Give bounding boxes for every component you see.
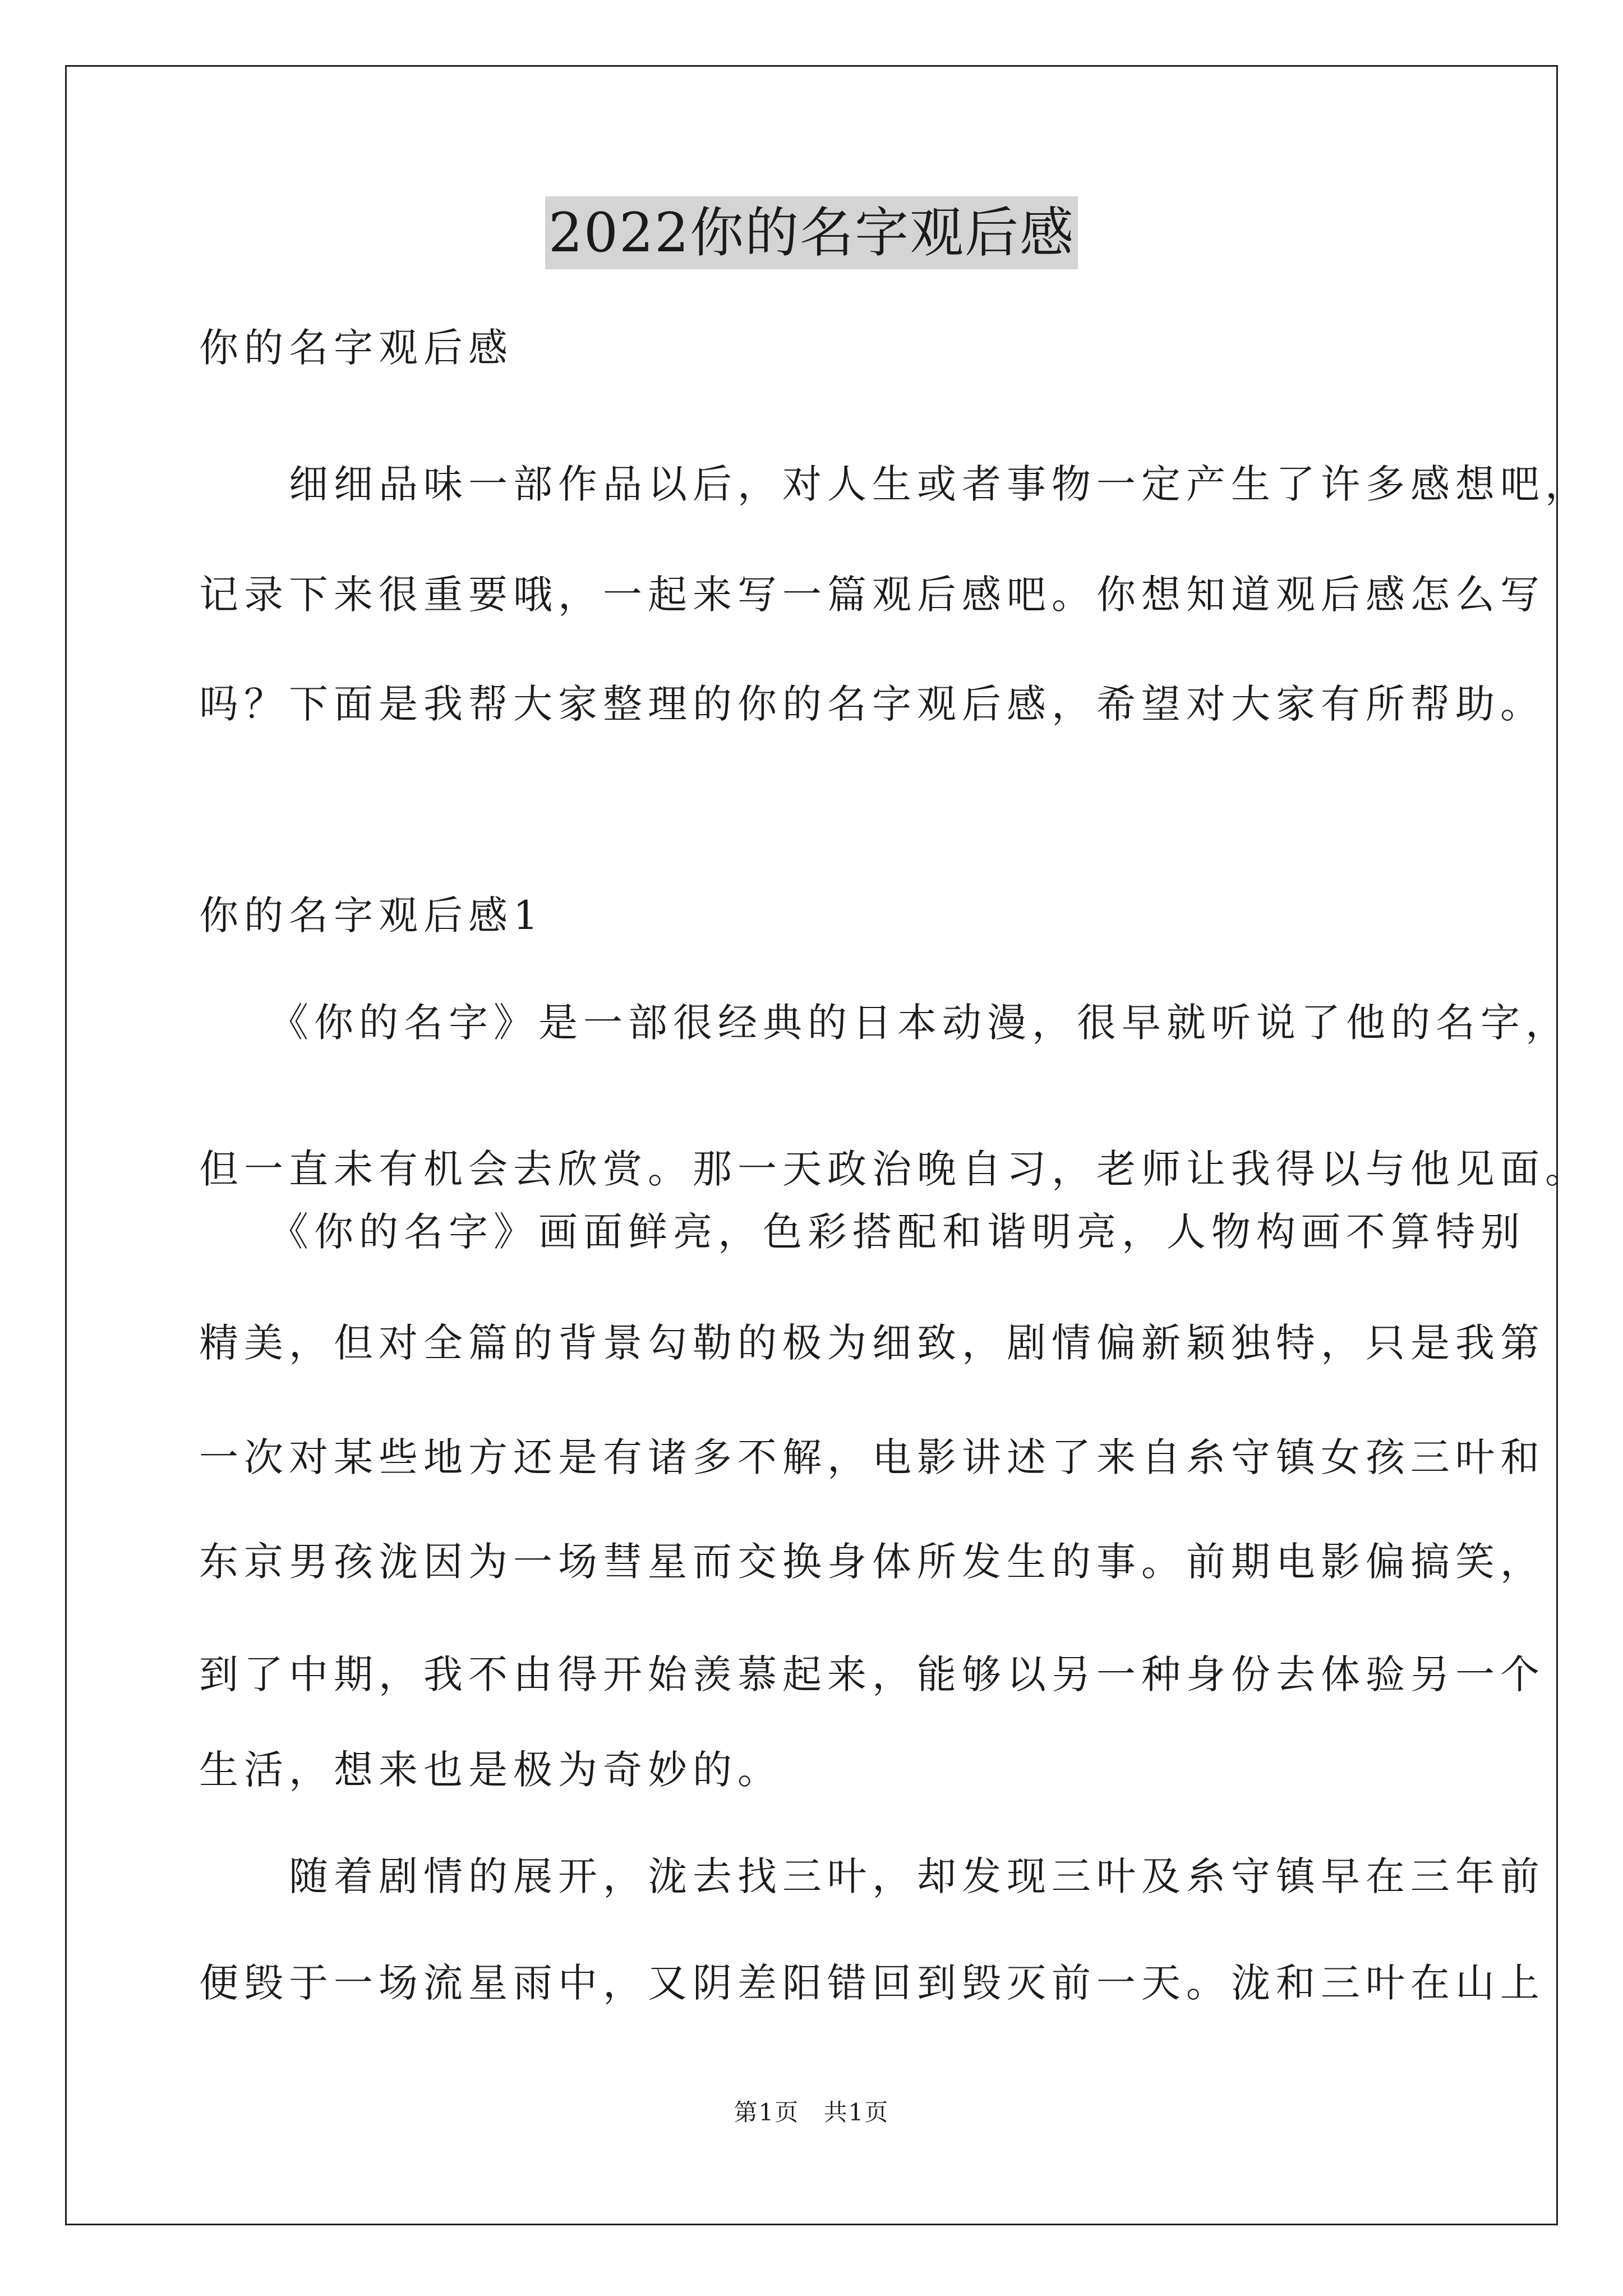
page-number: 第1页 <box>734 2099 800 2126</box>
paragraph-line: 《你的名字》是一部很经典的日本动漫，很早就听说了他的名字， <box>199 1000 1570 1046</box>
paragraph-line: 东京男孩泷因为一场彗星而交换身体所发生的事。前期电影偏搞笑， <box>199 1539 1545 1585</box>
page-footer <box>0 2096 1623 2129</box>
paragraph-line: 便毁于一场流星雨中，又阴差阳错回到毁灭前一天。泷和三叶在山上 <box>199 1960 1545 2006</box>
paragraph-line: 《你的名字》画面鲜亮，色彩搭配和谐明亮，人物构画不算特别 <box>199 1209 1525 1255</box>
page-total: 共1页 <box>823 2099 889 2126</box>
paragraph-line: 到了中期，我不由得开始羡慕起来，能够以另一种身份去体验另一个 <box>199 1651 1545 1697</box>
paragraph-line: 随着剧情的展开，泷去找三叶，却发现三叶及糸守镇早在三年前 <box>199 1853 1545 1899</box>
paragraph-line: 记录下来很重要哦，一起来写一篇观后感吧。你想知道观后感怎么写 <box>199 572 1545 618</box>
paragraph-line: 但一直未有机会去欣赏。那一天政治晚自习，老师让我得以与他见面。 <box>199 1146 1590 1192</box>
paragraph-line: 细细品味一部作品以后，对人生或者事物一定产生了许多感想吧， <box>199 461 1590 507</box>
paragraph-line: 一次对某些地方还是有诸多不解，电影讲述了来自糸守镇女孩三叶和 <box>199 1434 1545 1480</box>
section-heading: 你的名字观后感 <box>199 325 513 371</box>
paragraph-line: 吗？下面是我帮大家整理的你的名字观后感，希望对大家有所帮助。 <box>199 681 1545 727</box>
title-container <box>0 196 1623 269</box>
paragraph-line: 精美，但对全篇的背景勾勒的极为细致，剧情偏新颖独特，只是我第 <box>199 1320 1545 1366</box>
document-title: 2022你的名字观后感 <box>545 196 1078 269</box>
section-heading: 你的名字观后感1 <box>199 892 544 938</box>
paragraph-line: 生活，想来也是极为奇妙的。 <box>199 1747 782 1793</box>
